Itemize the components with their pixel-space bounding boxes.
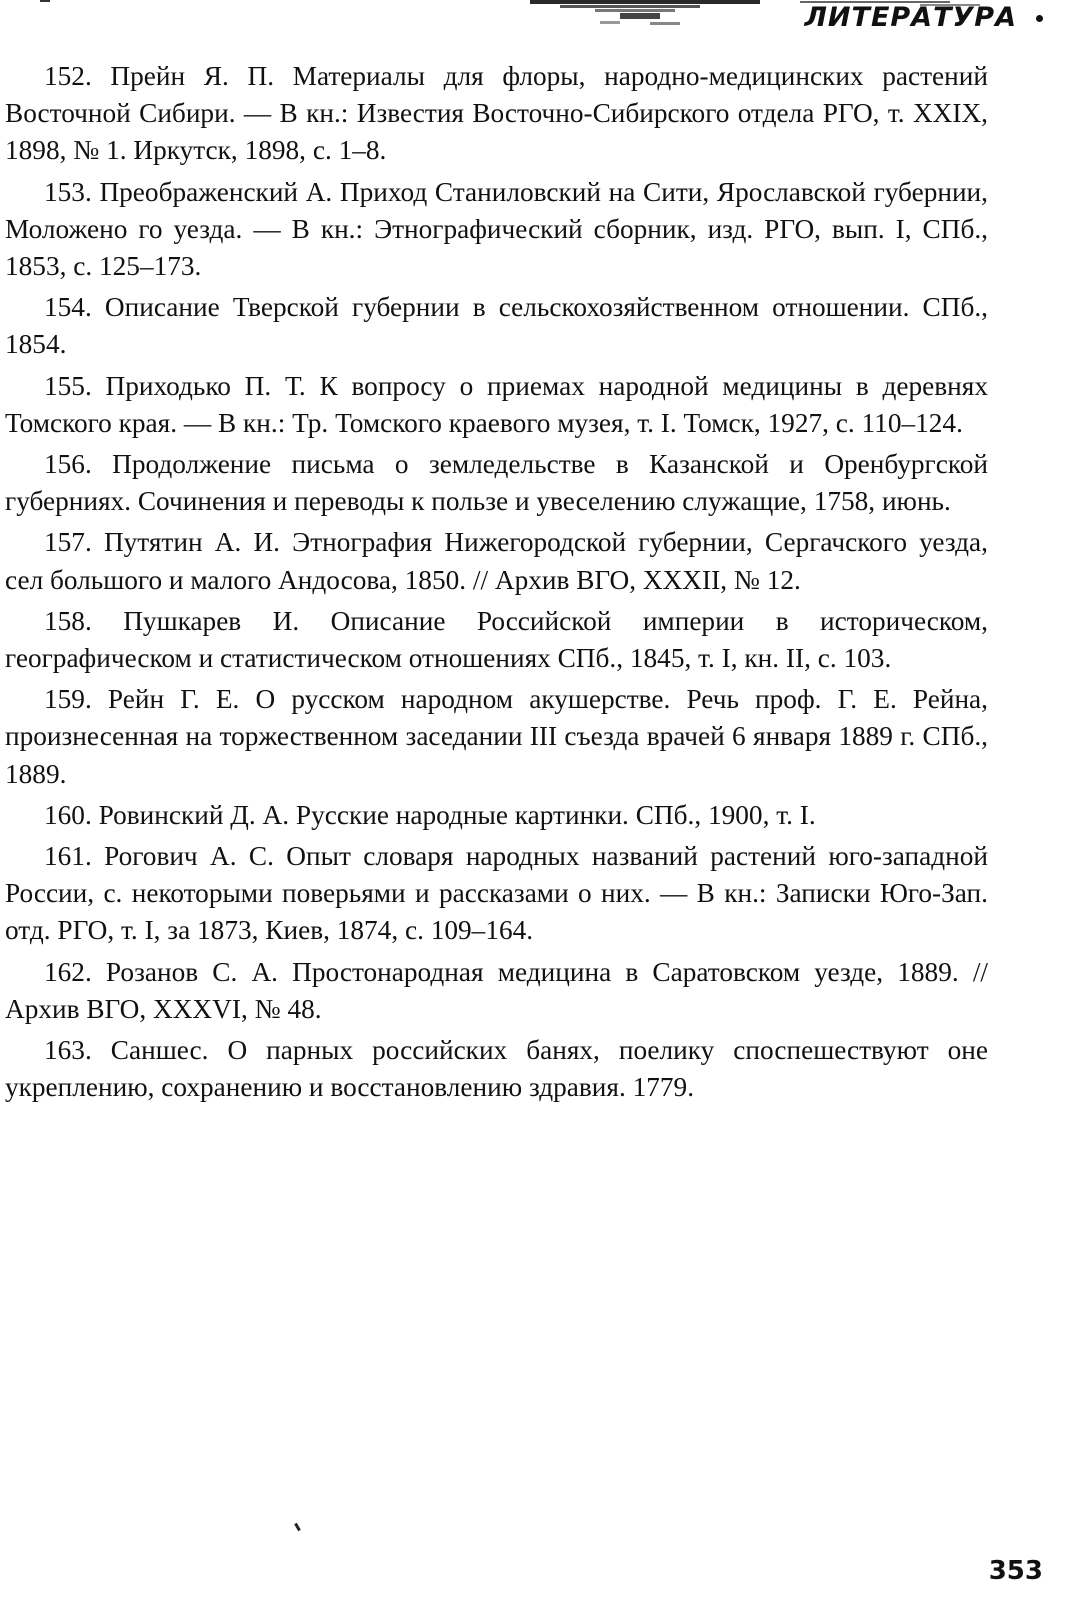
bibliography-entry-155: 155. Приходько П. Т. К вопросу о приемах народной медицины в деревнях Томского края. — В кн.: Тр. Томского краевого музея, т. I. Томск, 1927, с. 110–124. <box>5 370 988 438</box>
scan-artifact <box>40 0 50 2</box>
running-title: ЛИТЕРАТУРА <box>804 2 1017 33</box>
running-header <box>0 0 1067 48</box>
bibliography-entry-154: 154. Описание Тверской губернии в сельскохозяйственном отношении. СПб., 1854. <box>5 292 988 360</box>
bibliography-entry-160: 160. Ровинский Д. А. Русские народные картинки. СПб., 1900, т. I. <box>44 799 816 830</box>
scan-artifact <box>294 1523 301 1531</box>
bibliography-entry-162: 162. Розанов С. А. Простонародная медицина в Саратовском уезде, 1889. // Архив ВГО, XXXVI, № 48. <box>5 956 988 1024</box>
bibliography-list <box>5 58 988 1110</box>
bibliography-entry-152: 152. Прейн Я. П. Материалы для флоры, народно-медицинских растений Восточной Сибири. — В кн.: Известия Восточно-Сибирского отдела РГО, т. XXIX, 1898, № 1. Иркутск, 1898, с. 1–8. <box>5 61 988 166</box>
bullet-ornament <box>1036 15 1043 22</box>
bibliography-entry-158: 158. Пушкарев И. Описание Российской империи в историческом, географическом и статистическом отношениях СПб., 1845, т. I, кн. II, с. 103. <box>5 605 988 674</box>
bibliography-entry-161: 161. Рогович А. С. Опыт словаря народных названий растений юго-западной России, с. некоторыми поверьями и рассказами о них. — В кн.: Записки Юго-Зап. отд. РГО, т. I, за 1873, Киев, 1874, с. 109–164. <box>5 841 988 946</box>
bibliography-entry-153: 153. Преображенский А. Приход Станиловский на Сити, Ярославской губернии, Моложено го уезда. — В кн.: Этнографический сборник, изд. РГО, вып. I, СПб., 1853, с. 125–173. <box>5 176 988 282</box>
bibliography-entry-156: 156. Продолжение письма о земледельстве в Казанской и Оренбургской губерниях. Сочинения и переводы к пользе и увеселению служащие, 1758, июнь. <box>5 449 988 517</box>
bibliography-entry-163: 163. Саншес. О парных российских банях, поелику споспешествуют оне укреплению, сохранению и восстановлению здравия. 1779. <box>5 1035 988 1103</box>
page-number: 353 <box>988 1556 1043 1586</box>
bibliography-entry-159: 159. Рейн Г. Е. О русском народном акушерстве. Речь проф. Г. Е. Рейна, произнесенная на торжественном заседании III съезда врачей 6 января 1889 г. СПб., 1889. <box>5 684 988 789</box>
bibliography-entry-157: 157. Путятин А. И. Этнография Нижегородской губернии, Сергачского уезда, сел большого и малого Андосова, 1850. // Архив ВГО, XXXII, № 12. <box>5 527 988 595</box>
